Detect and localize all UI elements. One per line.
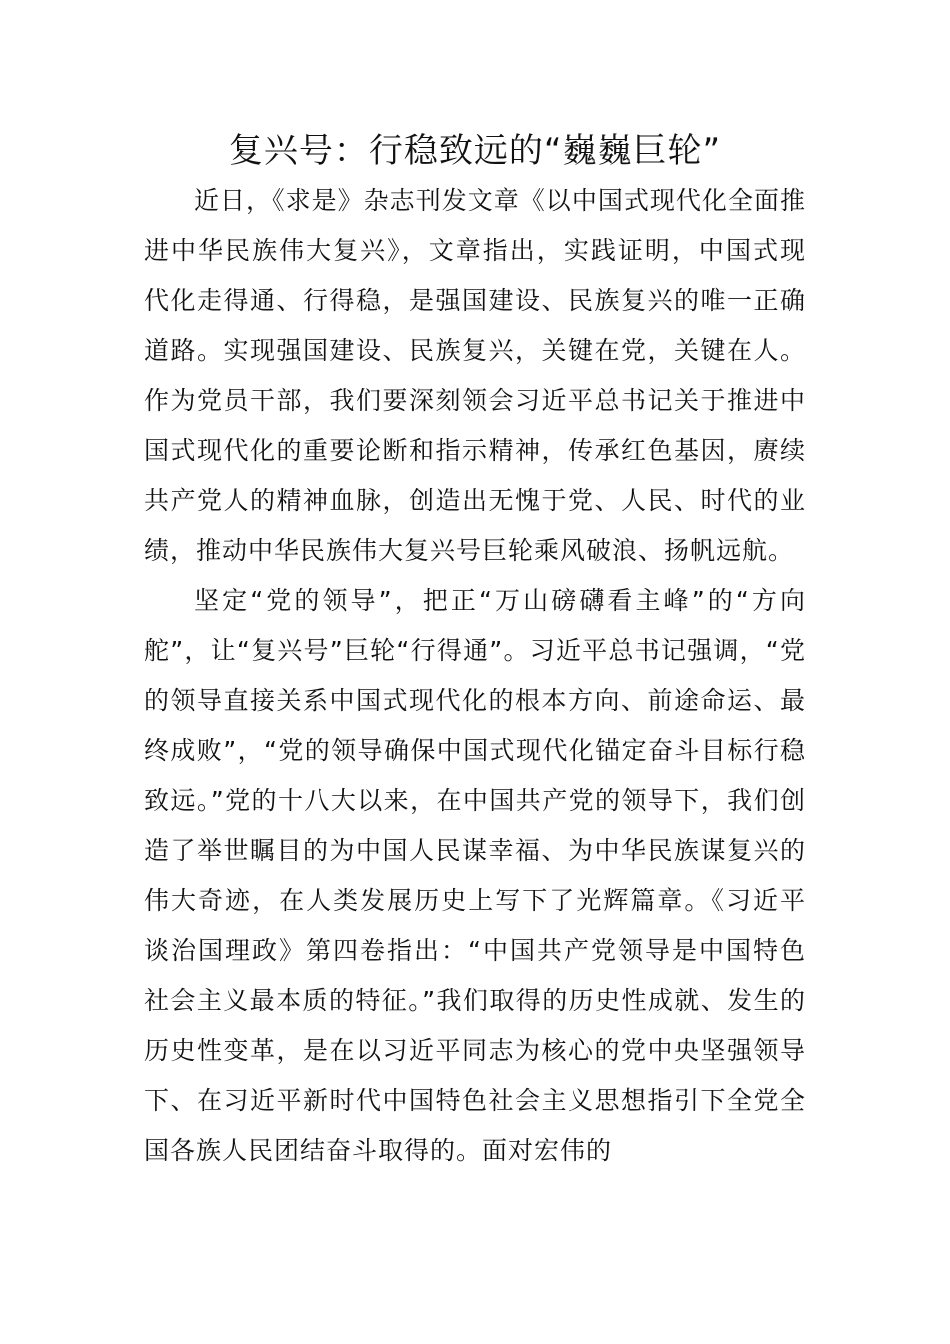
document-title: 复兴号：行稳致远的“巍巍巨轮” xyxy=(228,131,722,171)
paragraph-1: 近日，《求是》杂志刊发文章《以中国式现代化全面推进中华民族伟大复兴》，文章指出，实践证明，中国式现代化走得通、行得稳，是强国建设、民族复兴的唯一正确道路。实现强国建设、民族复兴，关键在党，关键在人。作为党员干部，我们要深刻领会习近平总书记关于推进中国式现代化的重要论断和指示精神，传承红色基因，赓续共产党人的精神血脉，创造出无愧于党、人民、时代的业绩，推动中华民族伟大复兴号巨轮乘风破浪、扬帆远航。 xyxy=(144,186,806,565)
document-body xyxy=(144,176,806,1176)
paragraph-2: 坚定“党的领导”，把正“万山磅礴看主峰”的“方向舵”，让“复兴号”巨轮“行得通”。习近平总书记强调，“党的领导直接关系中国式现代化的根本方向、前途命运、最终成败”，“党的领导确保中国式现代化锚定奋斗目标行稳致远。”党的十八大以来，在中国共产党的领导下，我们创造了举世瞩目的为中国人民谋幸福、为中华民族谋复兴的伟大奇迹，在人类发展历史上写下了光辉篇章。《习近平谈治国理政》第四卷指出：“中国共产党领导是中国特色社会主义最本质的特征。”我们取得的历史性成就、发生的历史性变革，是在以习近平同志为核心的党中央坚强领导下、在习近平新时代中国特色社会主义思想指引下全党全国各族人民团结奋斗取得的。面对宏伟的 xyxy=(144,586,806,1165)
